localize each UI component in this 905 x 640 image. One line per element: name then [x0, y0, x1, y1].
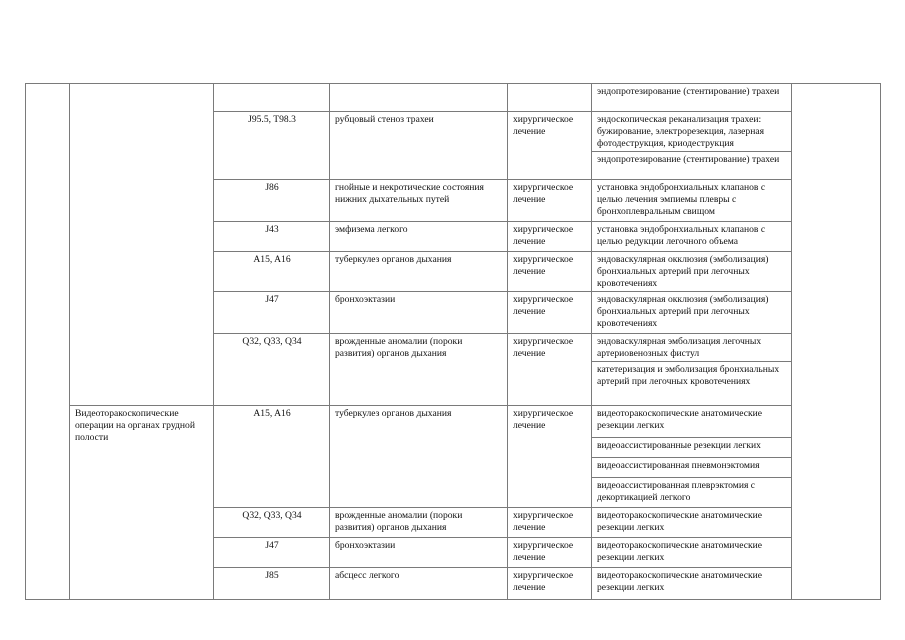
table-body	[26, 84, 881, 600]
diagnosis-cell: рубцовый стеноз трахеи	[330, 112, 508, 180]
method-cell: видеоассистированная плеврэктомия с декортикацией легкого	[592, 478, 792, 508]
diagnosis-cell: врожденные аномалии (пороки развития) органов дыхания	[330, 508, 508, 538]
group-cell: Видеоторакоскопические операции на органах грудной полости	[70, 406, 214, 600]
treatment-cell: хирургическое лечение	[508, 180, 592, 222]
treatment-cell: хирургическое лечение	[508, 334, 592, 406]
treatment-cell: хирургическое лечение	[508, 508, 592, 538]
treatment-cell: хирургическое лечение	[508, 222, 592, 252]
norm-cell	[792, 84, 881, 600]
method-cell: видеоторакоскопические анатомические резекции легких	[592, 508, 792, 538]
icd-code-cell: J85	[214, 568, 330, 600]
icd-code-cell: A15, A16	[214, 252, 330, 292]
diagnosis-cell: туберкулез органов дыхания	[330, 406, 508, 508]
diagnosis-cell: гнойные и некротические состояния нижних дыхательных путей	[330, 180, 508, 222]
diagnosis-cell: туберкулез органов дыхания	[330, 252, 508, 292]
method-cell: эндопротезирование (стентирование) трахеи	[592, 84, 792, 112]
diagnosis-cell: эмфизема легкого	[330, 222, 508, 252]
diagnosis-cell: бронхоэктазии	[330, 538, 508, 568]
icd-code-cell: J86	[214, 180, 330, 222]
method-cell: видеоассистированная пневмонэктомия	[592, 458, 792, 478]
treatment-cell: хирургическое лечение	[508, 112, 592, 180]
method-cell: катетеризация и эмболизация бронхиальных артерий при легочных кровотечениях	[592, 362, 792, 406]
method-cell: эндоваскулярная эмболизация легочных артериовенозных фистул	[592, 334, 792, 362]
icd-code-cell: J47	[214, 292, 330, 334]
method-cell: эндоваскулярная окклюзия (эмболизация) бронхиальных артерий при легочных кровотечениях	[592, 292, 792, 334]
diagnosis-cell	[330, 84, 508, 112]
procedures-table	[25, 83, 881, 600]
method-cell: установка эндобронхиальных клапанов с целью редукции легочного объема	[592, 222, 792, 252]
icd-code-cell: A15, A16	[214, 406, 330, 508]
treatment-cell: хирургическое лечение	[508, 252, 592, 292]
treatment-cell	[508, 84, 592, 112]
table-row	[26, 406, 881, 438]
icd-code-cell: Q32, Q33, Q34	[214, 334, 330, 406]
treatment-cell: хирургическое лечение	[508, 568, 592, 600]
icd-code-cell: J47	[214, 538, 330, 568]
diagnosis-cell: бронхоэктазии	[330, 292, 508, 334]
table-row	[26, 84, 881, 112]
method-cell: видеоторакоскопические анатомические резекции легких	[592, 538, 792, 568]
method-cell: эндоваскулярная окклюзия (эмболизация) бронхиальных артерий при легочных кровотечениях	[592, 252, 792, 292]
icd-code-cell: Q32, Q33, Q34	[214, 508, 330, 538]
treatment-cell: хирургическое лечение	[508, 538, 592, 568]
treatment-cell: хирургическое лечение	[508, 406, 592, 508]
icd-code-cell: J95.5, T98.3	[214, 112, 330, 180]
group-cell	[70, 84, 214, 406]
treatment-cell: хирургическое лечение	[508, 292, 592, 334]
method-cell: эндопротезирование (стентирование) трахеи	[592, 152, 792, 180]
icd-code-cell	[214, 84, 330, 112]
diagnosis-cell: врожденные аномалии (пороки развития) органов дыхания	[330, 334, 508, 406]
icd-code-cell: J43	[214, 222, 330, 252]
method-cell: установка эндобронхиальных клапанов с целью лечения эмпиемы плевры с бронхоплевральным свищом	[592, 180, 792, 222]
method-cell: эндоскопическая реканализация трахеи: бужирование, электрорезекция, лазерная фотодеструкция, криодеструкция	[592, 112, 792, 152]
number-cell	[26, 84, 70, 600]
method-cell: видеоторакоскопические анатомические резекции легких	[592, 406, 792, 438]
document-page	[25, 83, 880, 600]
diagnosis-cell: абсцесс легкого	[330, 568, 508, 600]
method-cell: видеоассистированные резекции легких	[592, 438, 792, 458]
method-cell: видеоторакоскопические анатомические резекции легких	[592, 568, 792, 600]
